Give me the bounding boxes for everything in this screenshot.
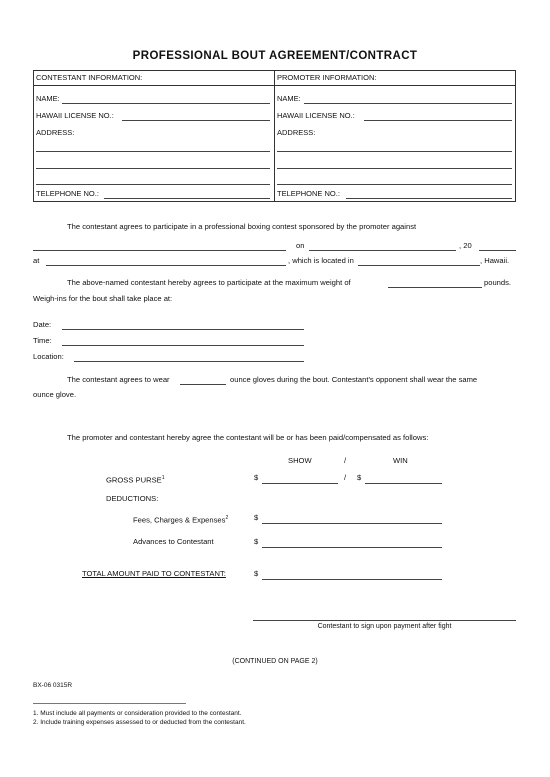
form-code: BX-06 0315R <box>33 682 73 689</box>
para1-year-prefix: , 20 <box>459 241 472 250</box>
contestant-header: CONTESTANT INFORMATION: <box>36 73 143 82</box>
deductions-label: DEDUCTIONS: <box>106 494 159 503</box>
fees-label: Fees, Charges & Expenses$^2$ <box>133 515 229 525</box>
venue-field[interactable] <box>46 265 286 266</box>
promoter-license-field[interactable] <box>364 120 512 121</box>
contestant-address-field-3[interactable] <box>36 184 270 185</box>
contestant-signature-field[interactable] <box>253 620 516 621</box>
para2-line2: Weigh-ins for the bout shall take place at: <box>33 294 173 303</box>
opponent-name-field[interactable] <box>33 250 286 251</box>
footnote-divider <box>33 703 186 704</box>
contestant-telephone-field[interactable] <box>104 198 270 199</box>
show-column-label: SHOW <box>288 456 312 465</box>
contestant-license-label: HAWAII LICENSE NO.: <box>36 111 114 120</box>
promoter-header: PROMOTER INFORMATION: <box>277 73 377 82</box>
column-slash: / <box>344 456 347 465</box>
weighin-location-label: Location: <box>33 352 64 361</box>
para1-on: on <box>296 241 305 250</box>
glove-size-field[interactable] <box>180 384 226 385</box>
contestant-telephone-label: TELEPHONE NO.: <box>36 189 99 198</box>
promoter-name-field[interactable] <box>304 103 512 104</box>
para1-hawaii: , Hawaii. <box>480 256 510 265</box>
fees-dollar: $ <box>254 513 259 522</box>
contest-date-field[interactable] <box>309 250 456 251</box>
weighin-date-field[interactable] <box>62 329 304 330</box>
promoter-telephone-label: TELEPHONE NO.: <box>277 189 340 198</box>
para4: The promoter and contestant hereby agree the contestant will be or has been paid/compensated as follows: <box>67 433 429 442</box>
weighin-time-label: Time: <box>33 336 52 345</box>
total-label: TOTAL AMOUNT PAID TO CONTESTANT: <box>82 569 226 578</box>
gross-win-dollar: $ <box>357 473 362 482</box>
promoter-address-label: ADDRESS: <box>277 128 316 137</box>
weighin-time-field[interactable] <box>62 345 304 346</box>
para1-located: , which is located in <box>288 256 354 265</box>
para3-line1a: The contestant agrees to wear <box>67 375 170 384</box>
header-divider <box>34 85 515 86</box>
gross-purse-label: GROSS PURSE$^1$ <box>106 475 165 485</box>
signature-caption: Contestant to sign upon payment after fight <box>317 623 452 630</box>
contestant-address-label: ADDRESS: <box>36 128 75 137</box>
total-field[interactable] <box>262 579 442 580</box>
win-column-label: WIN <box>393 456 408 465</box>
weighin-date-label: Date: <box>33 320 52 329</box>
gross-show-dollar: $ <box>254 473 259 482</box>
promoter-address-field-2[interactable] <box>277 168 512 169</box>
gross-slash: / <box>344 473 347 482</box>
footnote-2: 2. Include training expenses assessed to or deducted from the contestant. <box>33 719 246 726</box>
para2-line1: The above-named contestant hereby agrees to participate at the maximum weight of <box>67 278 351 287</box>
contestant-address-field-2[interactable] <box>36 168 270 169</box>
advances-dollar: $ <box>254 537 259 546</box>
footnote-1: 1. Must include all payments or consideration provided to the contestant. <box>33 710 242 717</box>
para3-line1b: ounce gloves during the bout. Contestant's opponent shall wear the same <box>230 375 478 384</box>
contestant-license-field[interactable] <box>122 120 270 121</box>
continued-note: (CONTINUED ON PAGE 2) <box>232 658 318 665</box>
para2-pounds: pounds. <box>484 278 512 287</box>
venue-city-field[interactable] <box>358 265 480 266</box>
fees-field[interactable] <box>262 523 442 524</box>
para1-at: at <box>33 256 40 265</box>
advances-label: Advances to Contestant <box>133 537 214 546</box>
promoter-license-label: HAWAII LICENSE NO.: <box>277 111 355 120</box>
gross-purse-show-field[interactable] <box>262 483 338 484</box>
total-dollar: $ <box>254 569 259 578</box>
column-divider <box>274 71 275 201</box>
weighin-location-field[interactable] <box>74 361 304 362</box>
promoter-name-label: NAME: <box>277 94 301 103</box>
para3-line2: ounce glove. <box>33 390 77 399</box>
contestant-address-field-1[interactable] <box>36 151 270 152</box>
advances-field[interactable] <box>262 547 442 548</box>
promoter-address-field-1[interactable] <box>277 151 512 152</box>
info-table <box>33 70 516 202</box>
contest-year-field[interactable] <box>479 250 516 251</box>
promoter-telephone-field[interactable] <box>346 198 512 199</box>
gross-purse-win-field[interactable] <box>365 483 442 484</box>
contestant-name-label: NAME: <box>36 94 60 103</box>
promoter-address-field-3[interactable] <box>277 184 512 185</box>
para1-line1: The contestant agrees to participate in a professional boxing contest sponsored by the promoter against <box>67 222 417 231</box>
max-weight-field[interactable] <box>388 287 482 288</box>
contestant-name-field[interactable] <box>62 103 270 104</box>
form-title: PROFESSIONAL BOUT AGREEMENT/CONTRACT <box>132 50 418 62</box>
